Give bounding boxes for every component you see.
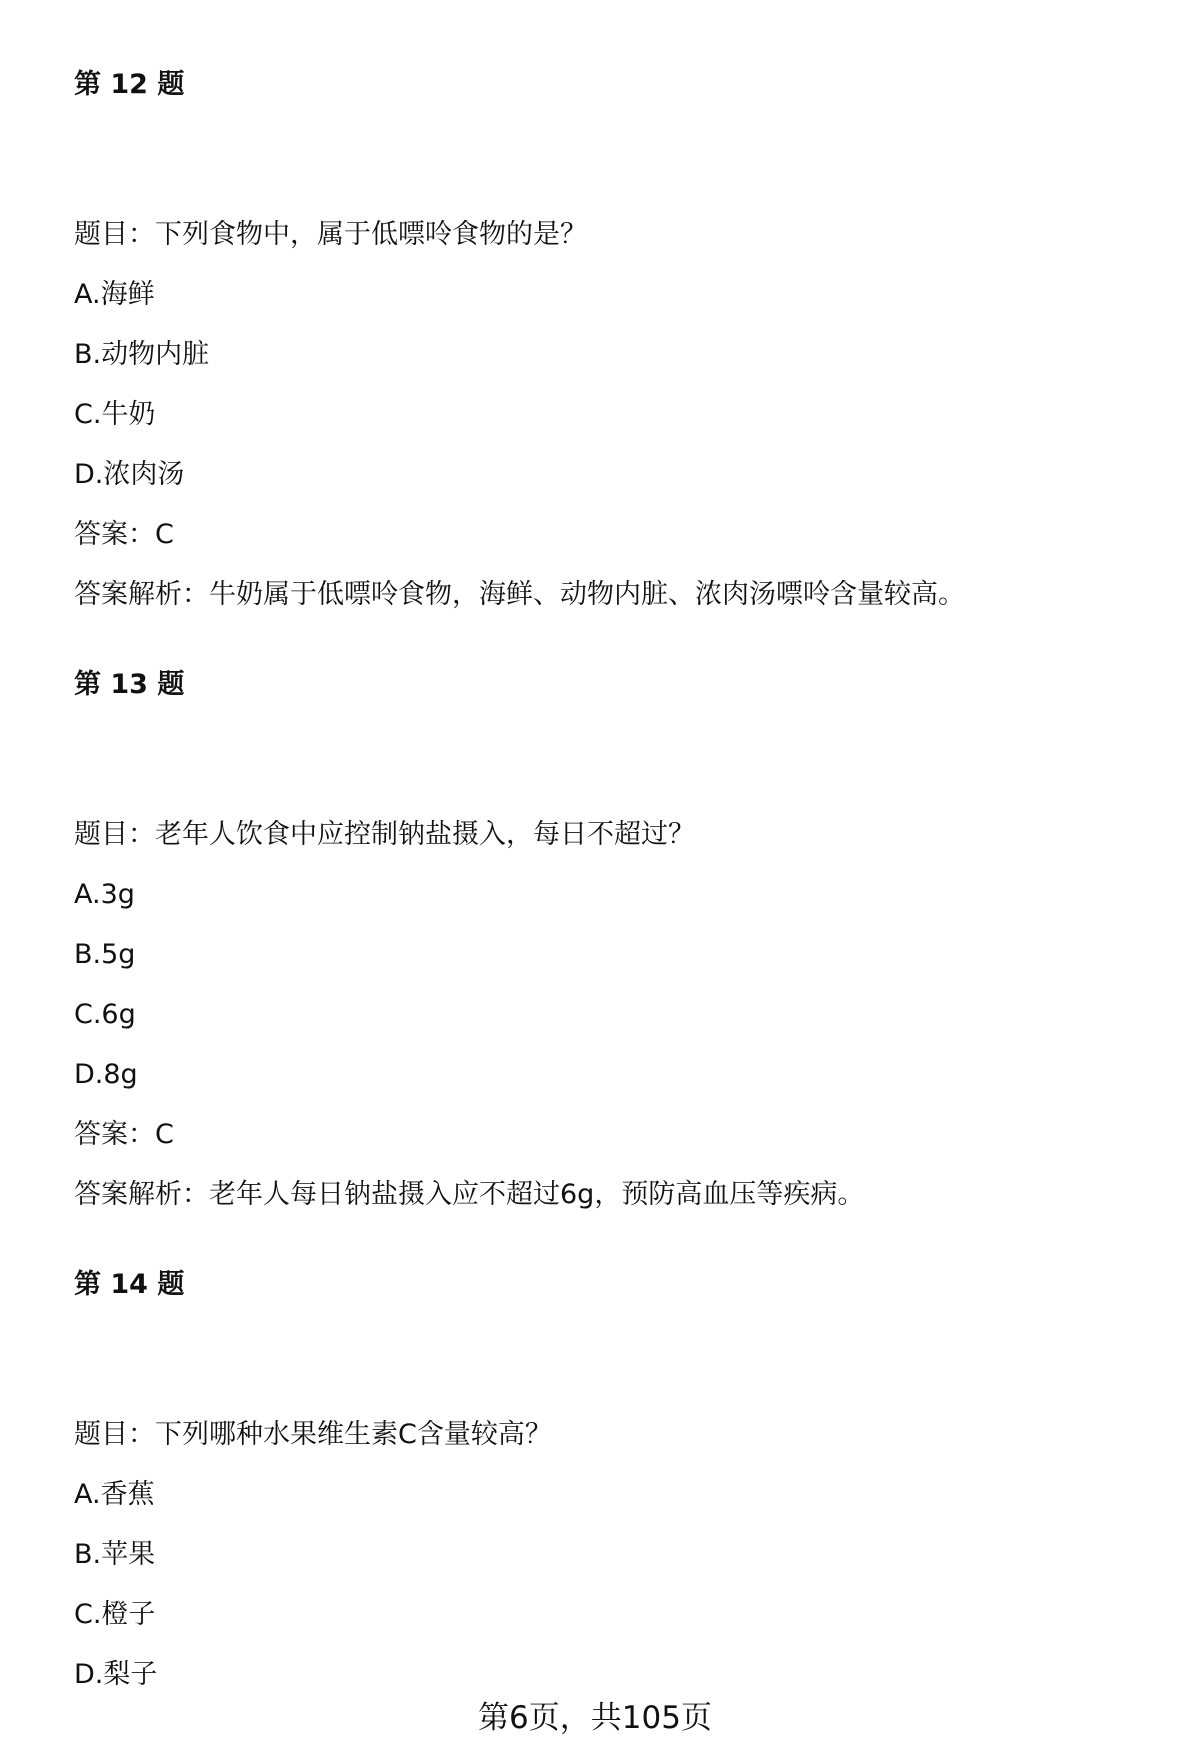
- option-d: D.浓肉汤: [74, 459, 185, 490]
- option-a: A.3g: [74, 879, 135, 910]
- option-b: B.苹果: [74, 1539, 156, 1570]
- question-heading: 第 13 题: [74, 669, 185, 700]
- question-heading: 第 12 题: [74, 69, 185, 100]
- question-text: 题目：下列哪种水果维生素C含量较高？: [74, 1419, 552, 1450]
- option-b: B.5g: [74, 939, 136, 970]
- option-a: A.香蕉: [74, 1479, 155, 1510]
- option-d: D.梨子: [74, 1659, 158, 1690]
- question-heading: 第 14 题: [74, 1269, 185, 1300]
- answer-analysis: 答案解析：牛奶属于低嘌呤食物，海鲜、动物内脏、浓肉汤嘌呤含量较高。: [74, 579, 965, 610]
- page-number: 第6页，共105页: [478, 1700, 712, 1736]
- question-text: 题目：下列食物中，属于低嘌呤食物的是？: [74, 219, 587, 250]
- question-text: 题目：老年人饮食中应控制钠盐摄入，每日不超过？: [74, 819, 695, 850]
- option-c: C.牛奶: [74, 399, 156, 430]
- option-b: B.动物内脏: [74, 339, 210, 370]
- answer: 答案：C: [74, 1119, 174, 1150]
- answer-analysis: 答案解析：老年人每日钠盐摄入应不超过6g，预防高血压等疾病。: [74, 1179, 865, 1210]
- answer: 答案：C: [74, 519, 174, 550]
- option-c: C.6g: [74, 999, 136, 1030]
- option-d: D.8g: [74, 1059, 138, 1090]
- option-a: A.海鲜: [74, 279, 155, 310]
- option-c: C.橙子: [74, 1599, 156, 1630]
